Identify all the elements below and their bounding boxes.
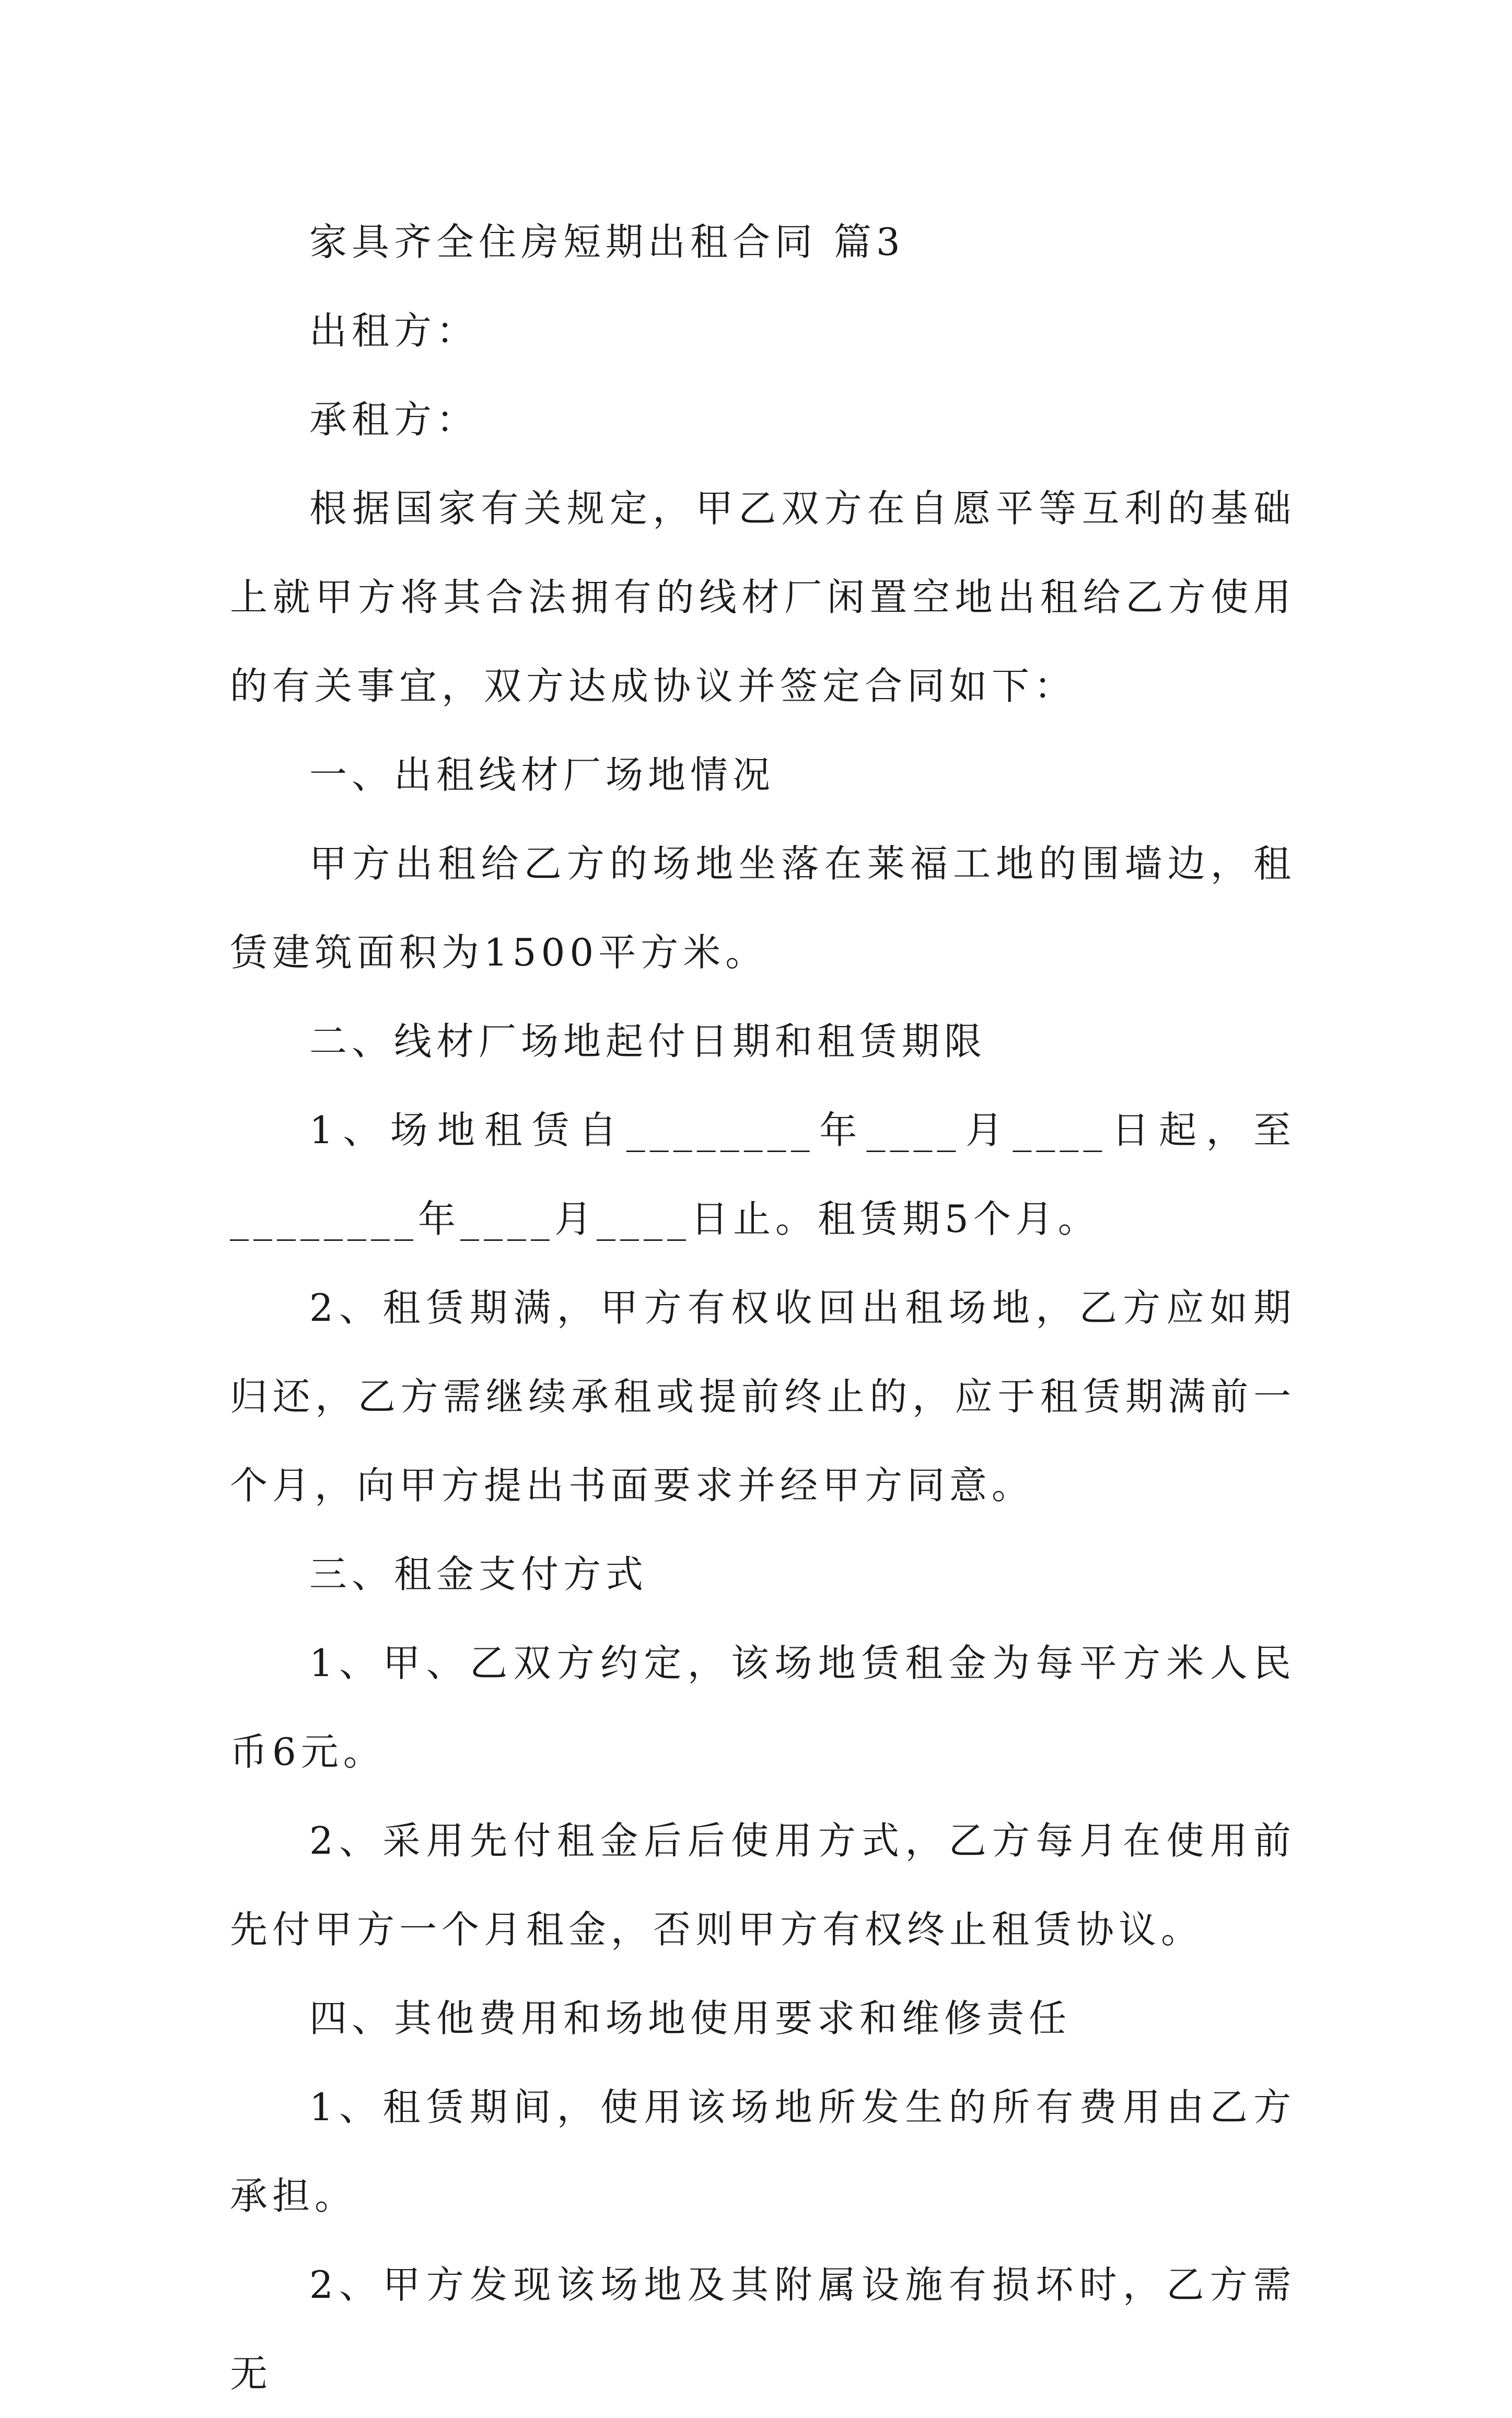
section-4-item-2: 2、甲方发现该场地及其附属设施有损坏时，乙方需无	[230, 2263, 1296, 2396]
section-2-item-1: 1、场地租赁自________年____月____日起，至________年____月____日止。租赁期5个月。	[230, 1108, 1296, 1241]
document-page	[230, 197, 1296, 2418]
section-2-item-2: 2、租赁期满，甲方有权收回出租场地，乙方应如期归还，乙方需继续承租或提前终止的，应于租赁期满前一个月，向甲方提出书面要求并经甲方同意。	[230, 1286, 1296, 1507]
section-2-heading: 二、线材厂场地起付日期和租赁期限	[309, 1019, 987, 1063]
preamble-paragraph: 根据国家有关规定，甲乙双方在自愿平等互利的基础上就甲方将其合法拥有的线材厂闲置空地出租给乙方使用的有关事宜，双方达成协议并签定合同如下：	[230, 486, 1296, 708]
lessor-line: 出租方：	[309, 309, 479, 353]
lessee-line: 承租方：	[309, 398, 479, 441]
section-4-item-1: 1、租赁期间，使用该场地所发生的所有费用由乙方承担。	[230, 2085, 1296, 2218]
section-3-item-1: 1、甲、乙双方约定，该场地赁租金为每平方米人民币6元。	[230, 1641, 1296, 1774]
document-title: 家具齐全住房短期出租合同 篇3	[309, 220, 905, 264]
section-3-item-2: 2、采用先付租金后后使用方式，乙方每月在使用前先付甲方一个月租金，否则甲方有权终止租赁协议。	[230, 1819, 1296, 1951]
section-1-heading: 一、出租线材厂场地情况	[309, 753, 775, 797]
section-4-heading: 四、其他费用和场地使用要求和维修责任	[309, 1996, 1072, 2040]
section-3-heading: 三、租金支付方式	[309, 1552, 648, 1596]
section-1-paragraph: 甲方出租给乙方的场地坐落在莱福工地的围墙边，租赁建筑面积为1500平方米。	[230, 842, 1296, 974]
